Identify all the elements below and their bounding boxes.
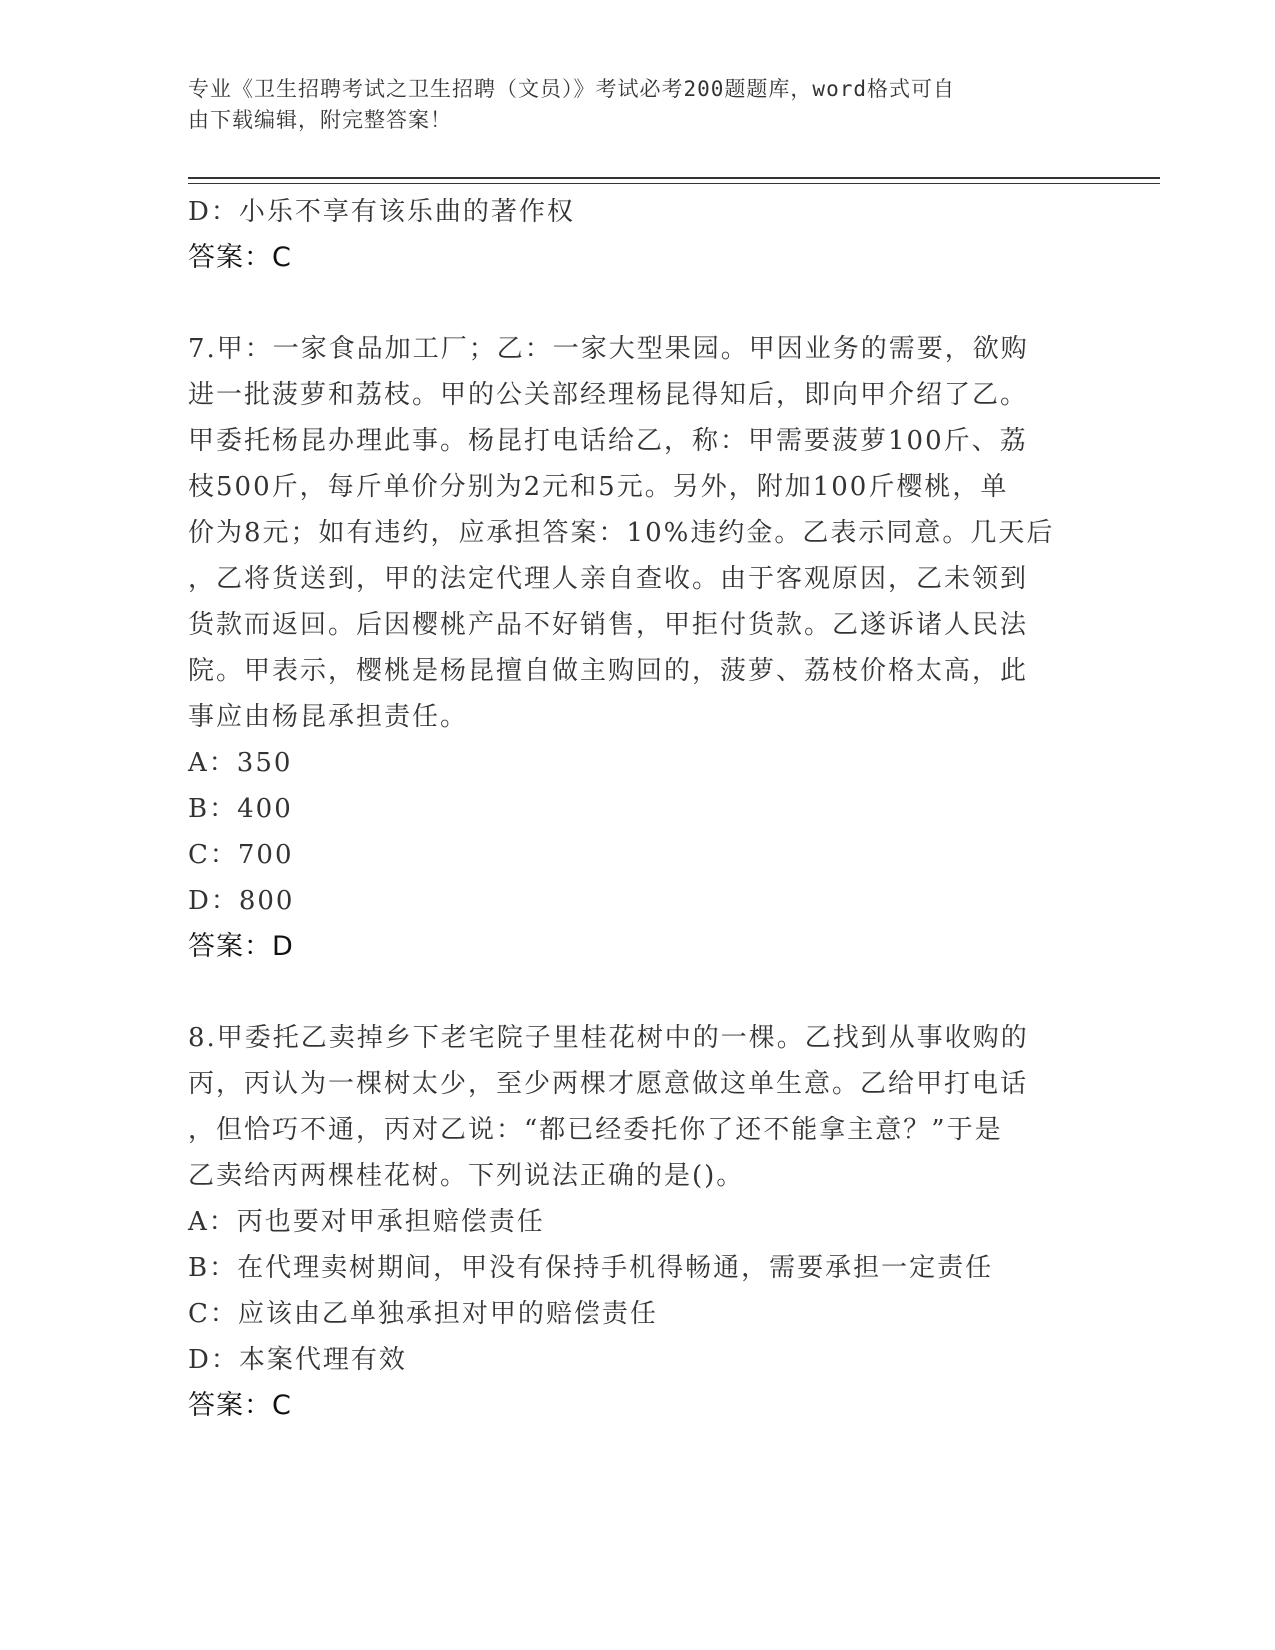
question-7-option-d: D：800 <box>188 886 295 916</box>
header-line-1: 专业《卫生招聘考试之卫生招聘（文员）》考试必考200题题库，word格式可自 <box>188 77 955 101</box>
prev-answer: 答案：C <box>188 242 292 273</box>
question-8-line: 乙卖给丙两棵桂花树。下列说法正确的是()。 <box>188 1161 745 1191</box>
question-7-line: 货款而返回。后因樱桃产品不好销售，甲拒付货款。乙遂诉诸人民法 <box>188 610 1029 640</box>
question-8-answer: 答案：C <box>188 1390 292 1421</box>
question-7-line: 价为8元；如有违约，应承担答案：10%违约金。乙表示同意。几天后 <box>188 518 1055 548</box>
question-7-answer: 答案：D <box>188 931 294 962</box>
question-7-line: 甲委托杨昆办理此事。杨昆打电话给乙，称：甲需要菠萝100斤、荔 <box>188 426 1028 456</box>
header-divider-thin <box>188 183 1160 184</box>
question-7-line: 枝500斤，每斤单价分别为2元和5元。另外，附加100斤樱桃，单 <box>188 472 1009 502</box>
question-8-option-c: C：应该由乙单独承担对甲的赔偿责任 <box>188 1299 658 1329</box>
document-header <box>188 74 1068 136</box>
prev-option-d: D：小乐不享有该乐曲的著作权 <box>188 197 575 227</box>
question-8-line: ，但恰巧不通，丙对乙说：“都已经委托你了还不能拿主意？”于是 <box>188 1115 1003 1145</box>
question-8-line: 丙，丙认为一棵树太少，至少两棵才愿意做这单生意。乙给甲打电话 <box>188 1069 1029 1099</box>
question-7-line: ，乙将货送到，甲的法定代理人亲自查收。由于客观原因，乙未领到 <box>188 564 1029 594</box>
question-7-line: 7.甲：一家食品加工厂；乙：一家大型果园。甲因业务的需要，欲购 <box>188 334 1029 364</box>
question-8-option-b: B：在代理卖树期间，甲没有保持手机得畅通，需要承担一定责任 <box>188 1253 994 1283</box>
question-7-option-b: B：400 <box>188 794 293 824</box>
header-divider-thick <box>188 177 1160 179</box>
document-body <box>188 189 1068 1429</box>
question-7-stem <box>188 326 1068 740</box>
question-7-option-c: C：700 <box>188 840 294 870</box>
question-8-line: 8.甲委托乙卖掉乡下老宅院子里桂花树中的一棵。乙找到从事收购的 <box>188 1023 1029 1053</box>
spacer <box>188 970 1068 1015</box>
question-8-stem <box>188 1015 1068 1199</box>
question-7-line: 事应由杨昆承担责任。 <box>188 702 469 732</box>
header-line-2: 由下载编辑，附完整答案！ <box>188 108 452 132</box>
question-8-option-d: D：本案代理有效 <box>188 1345 407 1375</box>
question-7-option-a: A：350 <box>188 748 293 778</box>
question-8-option-a: A：丙也要对甲承担赔偿责任 <box>188 1207 545 1237</box>
question-7-line: 进一批菠萝和荔枝。甲的公关部经理杨昆得知后，即向甲介绍了乙。 <box>188 380 1029 410</box>
spacer <box>188 281 1068 326</box>
question-7-line: 院。甲表示，樱桃是杨昆擅自做主购回的，菠萝、荔枝价格太高，此 <box>188 656 1029 686</box>
